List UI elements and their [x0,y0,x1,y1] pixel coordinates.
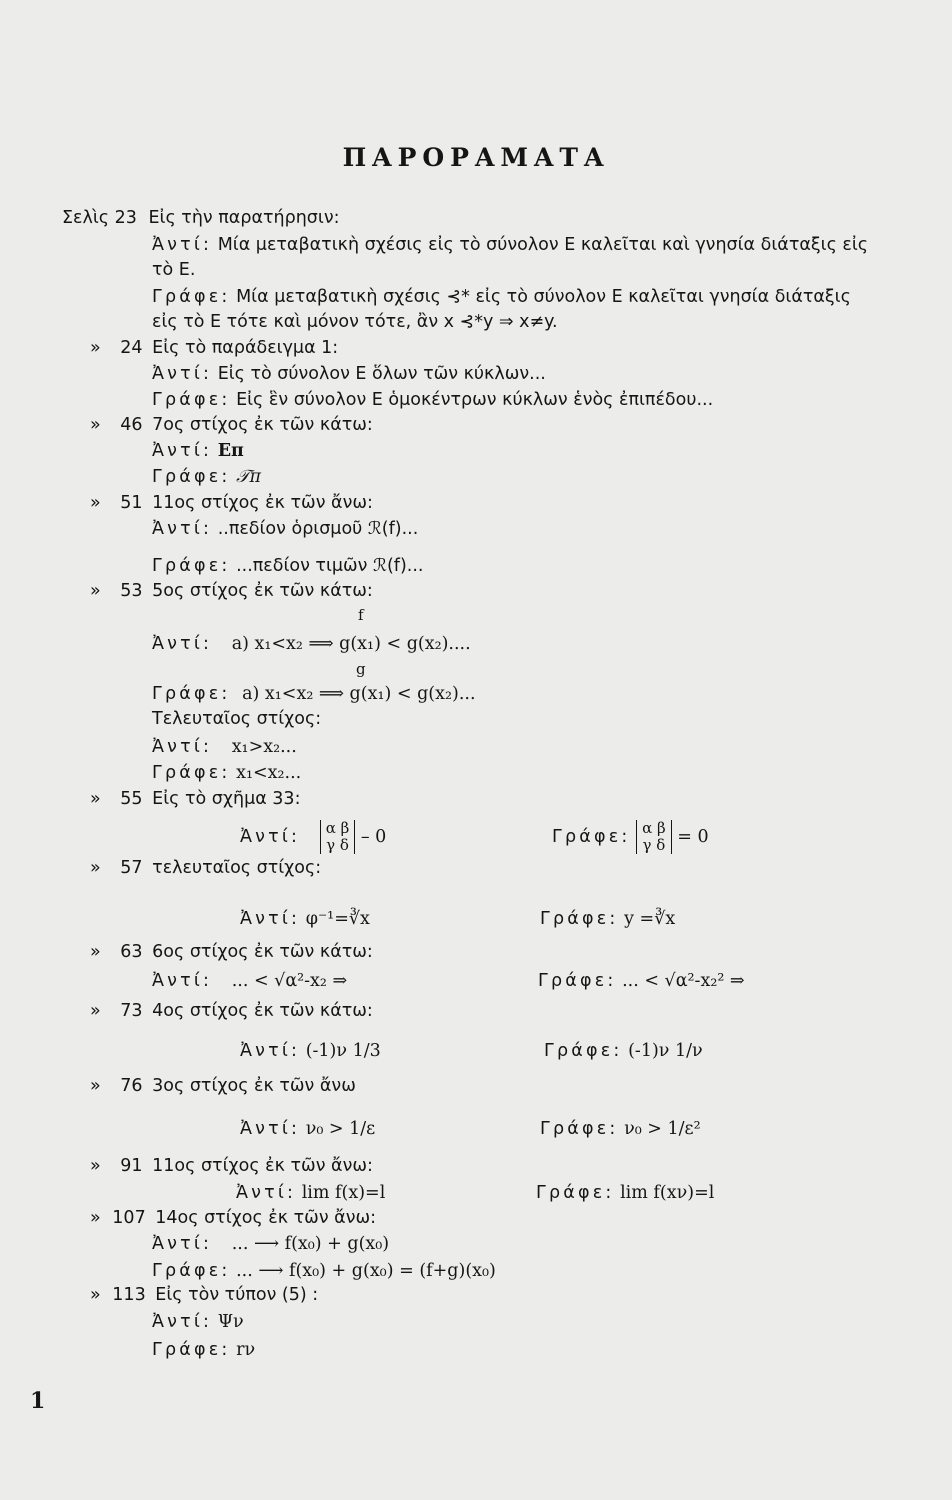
entry-113-anti-text: Ψν [217,1312,244,1332]
entry-24-grafe-text: Εἰς ἓν σύνολον Ε ὁμοκέντρων κύκλων ἑνὸς ἐπιπέδου... [236,390,714,410]
det-row-bottom: γ δ [326,836,349,854]
entry-24-location: Εἰς τὸ παράδειγμα 1: [152,338,339,358]
entry-57-page: 57 [120,858,143,878]
entry-53-anti [152,633,471,655]
entry-53-page: 53 [120,581,143,601]
anti-label: Ἀντί: [152,235,213,255]
entry-46-location: 7ος στίχος ἐκ τῶν κάτω: [152,415,373,435]
entry-91-anti [236,1182,385,1204]
entry-53-header [90,580,373,602]
entry-76-anti-text: ν₀ > 1/ε [305,1119,376,1139]
entry-46-grafe-text: 𝒯π [236,467,261,487]
entry-53-location: 5ος στίχος ἐκ τῶν κάτω: [152,581,373,601]
entry-73-grafe [544,1040,703,1062]
guillemet: » [90,1156,101,1176]
entry-51-grafe-text: ...πεδίον τιμῶν ℛ(f)... [236,556,424,576]
entry-57-anti [240,908,370,930]
anti-label: Ἀντί: [152,1312,213,1332]
entry-73-anti [240,1040,381,1062]
entry-46-header [90,414,373,436]
entry-53-extra-location: Τελευταῖος στίχος: [152,709,322,729]
entry-51-anti [152,518,418,540]
entry-55-header [90,788,300,810]
entry-53-grafe-b [152,762,301,784]
entry-91-location: 11ος στίχος ἐκ τῶν ἄνω: [152,1156,373,1176]
entry-55-grafe [552,818,709,856]
entry-23-lead: Σελὶς 23 [62,208,137,228]
entry-107-location: 14ος στίχος ἐκ τῶν ἄνω: [155,1208,377,1228]
entry-57-header [90,857,321,879]
entry-53-anti-b-text: x₁>x₂... [231,737,297,757]
entry-63-grafe-text: ... < √α²-x₂² ⇒ [622,971,745,991]
entry-113-anti [152,1311,244,1333]
guillemet: » [90,789,101,809]
guillemet: » [90,338,101,358]
entry-53-anti-b [152,736,297,758]
entry-24-header [90,337,338,359]
grafe-label: Γράφε: [538,971,617,991]
entry-63-grafe [538,970,745,992]
entry-23-anti [152,234,868,256]
entry-55-anti [240,818,386,856]
entry-53-grafe-b-text: x₁<x₂... [236,763,302,783]
entry-113-grafe [152,1339,255,1361]
entry-24-page: 24 [120,338,143,358]
entry-46-page: 46 [120,415,143,435]
guillemet: » [90,1285,101,1305]
grafe-label: Γράφε: [152,684,231,704]
entry-63-anti [152,970,347,992]
entry-107-page: 107 [112,1208,146,1228]
entry-53-anti-arrow-label: f [358,606,364,624]
guillemet: » [90,1208,101,1228]
grafe-label: Γράφε: [152,467,231,487]
entry-91-grafe-text: lim f(xν)=l [620,1183,715,1203]
entry-107-grafe-text: ... ⟶ f(x₀) + g(x₀) = (f+g)(x₀) [236,1261,496,1281]
anti-label: Ἀντί: [152,1234,213,1254]
entry-76-location: 3ος στίχος ἐκ τῶν ἄνω [152,1076,356,1096]
guillemet: » [90,1001,101,1021]
anti-label: Ἀντί: [152,441,213,461]
entry-53-grafe [152,683,476,705]
anti-label: Ἀντί: [236,1183,297,1203]
grafe-label: Γράφε: [152,556,231,576]
anti-label: Ἀντί: [152,519,213,539]
entry-23-grafe-cont: εἰς τὸ Ε τότε καὶ μόνον τότε, ἂν x ⊰*y ⇒ x≠y. [152,312,558,332]
entry-113-header [90,1284,318,1306]
anti-label: Ἀντί: [152,364,213,384]
entry-23-location: Εἰς τὴν παρατήρησιν: [148,208,340,228]
grafe-label: Γράφε: [152,1340,231,1360]
entry-51-page: 51 [120,493,143,513]
entry-57-grafe [540,908,675,930]
entry-63-page: 63 [120,942,143,962]
guillemet: » [90,1076,101,1096]
entry-53-grafe-arrow-label: g [356,660,366,678]
entry-73-location: 4ος στίχος ἐκ τῶν κάτω: [152,1001,373,1021]
entry-113-location: Εἰς τὸν τύπον (5) : [155,1285,319,1305]
guillemet: » [90,581,101,601]
grafe-label: Γράφε: [152,1261,231,1281]
entry-55-grafe-tail: = 0 [677,827,709,847]
entry-91-grafe [536,1182,714,1204]
entry-24-grafe [152,389,713,411]
entry-51-location: 11ος στίχος ἐκ τῶν ἄνω: [152,493,373,513]
grafe-label: Γράφε: [540,909,619,929]
anti-label: Ἀντί: [240,827,301,847]
anti-label: Ἀντί: [240,1041,301,1061]
entry-23-anti-cont: τὸ Ε. [152,260,196,280]
entry-53-anti-text: a) x₁<x₂ ⟹ g(x₁) < g(x₂).... [231,634,471,654]
entry-63-header [90,941,373,963]
grafe-label: Γράφε: [540,1119,619,1139]
entry-23-anti-text: Μία μεταβατικὴ σχέσις εἰς τὸ σύνολον Ε καλεῖται καὶ γνησία διάταξις εἰς [217,235,869,255]
entry-76-grafe-text: ν₀ > 1/ε² [624,1119,701,1139]
entry-23-grafe-text: Μία μεταβατικὴ σχέσις ⊰* εἰς τὸ σύνολον Ε καλεῖται γνησία διάταξις [236,287,851,307]
entry-113-page: 113 [112,1285,146,1305]
entry-55-anti-tail: – 0 [360,827,387,847]
guillemet: » [90,858,101,878]
det-row-top: α β [325,819,350,837]
entry-73-grafe-text: (-1)ν 1/ν [628,1041,703,1061]
entry-57-grafe-text: y =∛x [624,909,676,929]
grafe-label: Γράφε: [552,827,631,847]
page-number: 1 [30,1388,46,1414]
entry-113-grafe-text: rν [236,1340,256,1360]
entry-24-anti-text: Εἰς τὸ σύνολον Ε ὅλων τῶν κύκλων... [217,364,546,384]
entry-55-grafe-determinant [636,820,672,854]
entry-53-grafe-text: a) x₁<x₂ ⟹ g(x₁) < g(x₂)... [242,684,476,704]
entry-76-header [90,1075,356,1097]
anti-label: Ἀντί: [152,971,213,991]
entry-46-anti-text: Eπ [217,441,244,461]
entry-63-location: 6ος στίχος ἐκ τῶν κάτω: [152,942,373,962]
entry-76-page: 76 [120,1076,143,1096]
entry-91-page: 91 [120,1156,143,1176]
anti-label: Ἀντί: [152,634,213,654]
entry-73-anti-text: (-1)ν 1/3 [305,1041,381,1061]
anti-label: Ἀντί: [152,737,213,757]
guillemet: » [90,942,101,962]
entry-73-page: 73 [120,1001,143,1021]
entry-91-anti-text: lim f(x)=l [301,1183,386,1203]
anti-label: Ἀντί: [240,1119,301,1139]
grafe-label: Γράφε: [544,1041,623,1061]
entry-76-grafe [540,1118,701,1140]
bleed-through-text [640,70,644,85]
grafe-label: Γράφε: [152,390,231,410]
grafe-label: Γράφε: [152,287,231,307]
det-row-bottom: γ δ [642,836,666,854]
entry-51-anti-text: ..πεδίον ὁρισμοῦ ℛ(f)... [217,519,419,539]
entry-51-header [90,492,373,514]
entry-46-anti [152,440,244,462]
entry-91-header [90,1155,373,1177]
entry-73-header [90,1000,373,1022]
entry-24-anti [152,363,546,385]
entry-23-header [62,207,340,229]
det-row-top: α β [642,819,666,837]
entry-55-anti-determinant [320,820,356,854]
entry-76-anti [240,1118,375,1140]
entry-107-grafe [152,1260,496,1282]
grafe-label: Γράφε: [536,1183,615,1203]
entry-23-grafe [152,286,851,308]
entry-55-location: Εἰς τὸ σχῆμα 33: [152,789,301,809]
entry-107-header [90,1207,376,1229]
entry-55-page: 55 [120,789,143,809]
grafe-label: Γράφε: [152,763,231,783]
entry-57-location: τελευταῖος στίχος: [152,858,322,878]
guillemet: » [90,493,101,513]
guillemet: » [90,415,101,435]
entry-46-grafe [152,466,261,488]
entry-63-anti-text: ... < √α²-x₂ ⇒ [231,971,348,991]
anti-label: Ἀντί: [240,909,301,929]
page-title: ΠΑΡΟΡΑΜΑΤΑ [342,143,610,172]
entry-107-anti-text: ... ⟶ f(x₀) + g(x₀) [231,1234,390,1254]
entry-51-grafe [152,555,424,577]
entry-107-anti [152,1233,389,1255]
entry-57-anti-text: φ⁻¹=∛x [305,909,370,929]
